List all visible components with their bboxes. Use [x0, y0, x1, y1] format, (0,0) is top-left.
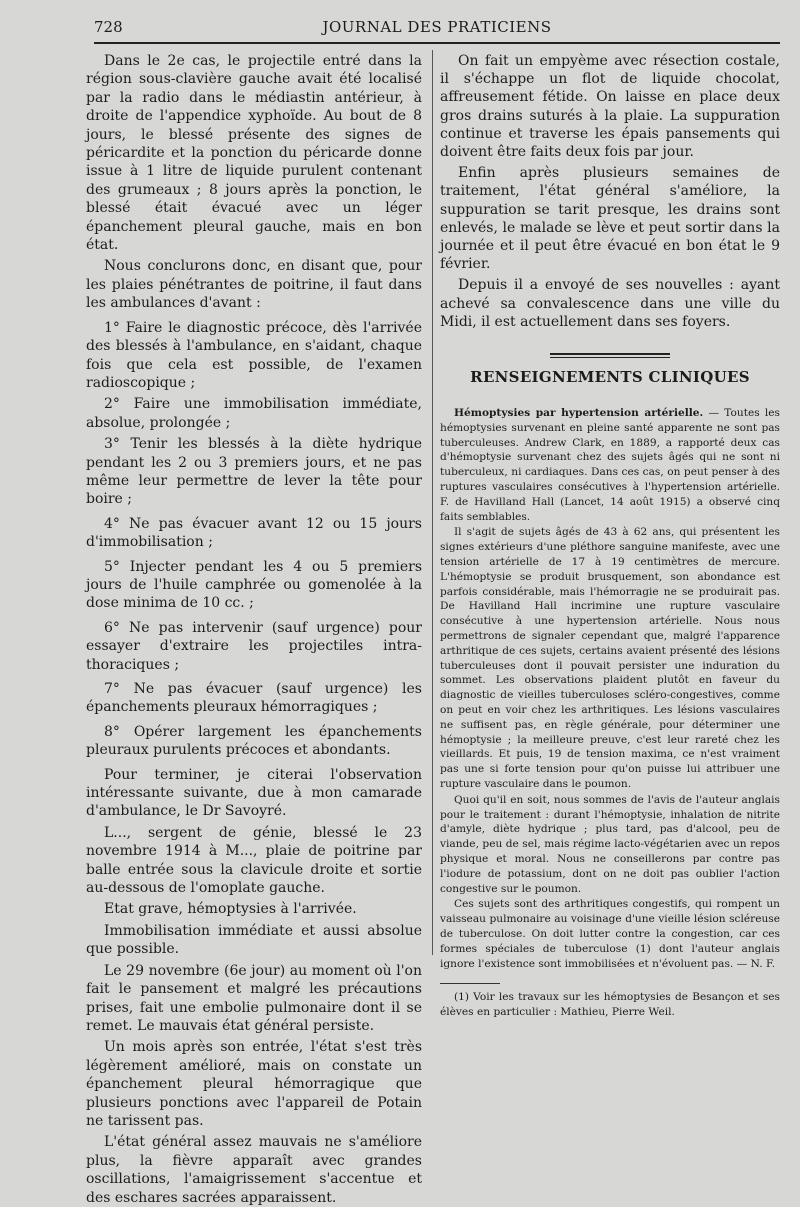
- page-number: 728: [94, 18, 123, 36]
- run-in-title: Hémoptysies par hypertension artérielle.: [454, 407, 704, 420]
- list-item: 6° Ne pas intervenir (sauf urgence) pour essayer d'extraire les projectiles intra-thoraciques ;: [86, 619, 422, 673]
- paragraph: [440, 406, 780, 524]
- paragraph: On fait un empyème avec résection costale, il s'échappe un flot de liquide chocolat, affreusement fétide. On laisse en place deux gros drains suturés à la plaie. La suppuration continue et traverse les épais pansements qui doivent être faits deux fois par jour.: [440, 53, 780, 161]
- paragraph: Enfin après plusieurs semaines de traitement, l'état général s'améliore, la suppuration se tarit presque, les drains sont enlevés, le malade se lève et peut sortir dans la journée et il peut être évacué en bon état le 9 février.: [440, 165, 780, 273]
- paragraph: L..., sergent de génie, blessé le 23 novembre 1914 à M..., plaie de poitrine par balle entrée sous la clavicule droite et sortie au-dessous de l'omoplate gauche.: [86, 824, 422, 897]
- paragraph: Dans le 2e cas, le projectile entré dans la région sous-clavière gauche avait été localisé par la radio dans le médiastin antérieur, à droite de l'appendice xyphoïde. Au bout de 8 jours, le blessé présente des signes de péricardite et la ponction du péricarde donne issue à 1 litre de liquide purulent contenant des grumeaux ; 8 jours après la ponction, le blessé était évacué avec un léger épanchement pleural gauche, mais en bon état.: [86, 53, 422, 254]
- column-divider: [432, 50, 433, 955]
- article-continuation: [440, 52, 780, 331]
- paragraph: L'état général assez mauvais ne s'améliore plus, la fièvre apparaît avec grandes oscillations, l'amaigrissement s'accentue et des eschares sacrées apparaissent.: [86, 1134, 422, 1206]
- paragraph: Il s'agit de sujets âgés de 43 à 62 ans, qui présentent les signes extérieurs d'une pléthore sanguine manifeste, avec une tension artérielle de 17 à 19 centimètres de mercure. L'hémoptysie se produit brusquement, son abondance est parfois considérable, mais l'hémorragie ne se produirait pas. De Havilland Hall incrimine une rupture vasculaire consécutive à une hypertension artérielle. Nous nous permettrons de signaler cependant que, malgré l'apparence arthritique de ces sujets, certains avaient présenté des lésions tuberculeuses dont il pouvait persister une induration du sommet. Les observations plaident plutôt en faveur du diagnostic de vieilles tuberculoses scléro-congestives, comme on peut en voir chez les arthritiques. Les lésions vasculaires ne suffisent pas, en règle générale, pour déterminer une hémoptysie ; la meilleure preuve, c'est leur rareté chez les vieillards. Et puis, 19 de tension maxima, ce n'est vraiment pas une si forte tension pour qu'on puisse lui attribuer une rupture vasculaire dans le poumon.: [440, 526, 780, 790]
- paragraph-text: — Toutes les hémoptysies survenant en pleine santé apparente ne sont pas tuberculeuses. Andrew Clark, en 1889, a rapporté deux cas d'hémoptysie survenant chez des sujets âgés qui ne sont ni tuberculeux, ni cardiaques. Dans ces cas, on peut penser à des ruptures vasculaires consécutives à l'hypertension artérielle. F. de Havilland Hall (Lancet, 14 août 1915) a observé cinq faits semblables.: [440, 407, 780, 523]
- right-column: [440, 52, 780, 1019]
- clinical-notes: [440, 406, 780, 971]
- paragraph: Etat grave, hémoptysies à l'arrivée.: [104, 901, 357, 918]
- list-item: 4° Ne pas évacuer avant 12 ou 15 jours d'immobilisation ;: [86, 515, 422, 551]
- paragraph: Le 29 novembre (6e jour) au moment où l'on fait le pansement et malgré les précautions prises, fait une embolie pulmonaire dont il se remet. Le mauvais état général persiste.: [86, 962, 422, 1034]
- list-item: 3° Tenir les blessés à la diète hydrique pendant les 2 ou 3 premiers jours, et ne pas même leur permettre de lever la tête pour boire ;: [86, 436, 422, 508]
- section-title: RENSEIGNEMENTS CLINIQUES: [470, 368, 750, 387]
- paragraph: Nous conclurons donc, en disant que, pour les plaies pénétrantes de poitrine, il faut dans les ambulances d'avant :: [86, 258, 422, 312]
- footnote-text: (1) Voir les travaux sur les hémoptysies de Besançon et ses élèves en particulier : Mathieu, Pierre Weil.: [440, 991, 780, 1019]
- page-header: [94, 12, 780, 44]
- list-item: 8° Opérer largement les épanchements pleuraux purulents précoces et abondants.: [86, 723, 422, 759]
- paragraph: Un mois après son entrée, l'état s'est très légèrement amélioré, mais on constate un épanchement pleural hémorragique que plusieurs ponctions avec l'appareil de Potain ne tarissent pas.: [86, 1039, 422, 1129]
- journal-title: JOURNAL DES PRATICIENS: [322, 18, 552, 36]
- paragraph: Quoi qu'il en soit, nous sommes de l'avis de l'auteur anglais pour le traitement : durant l'hémoptysie, inhalation de nitrite d'amyle, diète hydrique ; plus tard, pas d'alcool, peu de viande, peu de sel, mais régime lacto-végétarien avec un repos physique et moral. Nous ne conseillerons par contre pas l'iodure de potassium, dont on ne doit pas oublier l'action congestive sur le poumon.: [440, 793, 780, 895]
- footnote: [440, 990, 780, 1020]
- paragraph: Immobilisation immédiate et aussi absolue que possible.: [86, 922, 422, 958]
- paragraph: Pour terminer, je citerai l'observation intéressante suivante, due à mon camarade d'ambulance, le Dr Savoyré.: [86, 766, 422, 820]
- list-item: 1° Faire le diagnostic précoce, dès l'arrivée des blessés à l'ambulance, en s'aidant, chaque fois que cela est possible, de l'examen radioscopique ;: [86, 319, 422, 391]
- list-item: 2° Faire une immobilisation immédiate, absolue, prolongée ;: [86, 396, 422, 431]
- footnote-rule: [440, 983, 500, 984]
- list-item: 7° Ne pas évacuer (sauf urgence) les épanchements pleuraux hémorragiques ;: [86, 681, 422, 716]
- section-rule: [550, 353, 670, 358]
- paragraph: Ces sujets sont des arthritiques congestifs, qui rompent un vaisseau pulmonaire au voisinage d'une vieille lésion scléreuse de tuberculose. On doit lutter contre la congestion, car ces formes spéciales de tuberculose (1) dont l'auteur anglais ignore l'existence sont immobilisées et n'évoluent pas. — N. F.: [440, 898, 780, 970]
- paragraph: Depuis il a envoyé de ses nouvelles : ayant achevé sa convalescence dans une ville du Midi, il est actuellement dans ses foyers.: [440, 277, 780, 330]
- list-item: 5° Injecter pendant les 4 ou 5 premiers jours de l'huile camphrée ou gomenolée à la dose minima de 10 cc. ;: [86, 558, 422, 612]
- left-column: [86, 52, 422, 1206]
